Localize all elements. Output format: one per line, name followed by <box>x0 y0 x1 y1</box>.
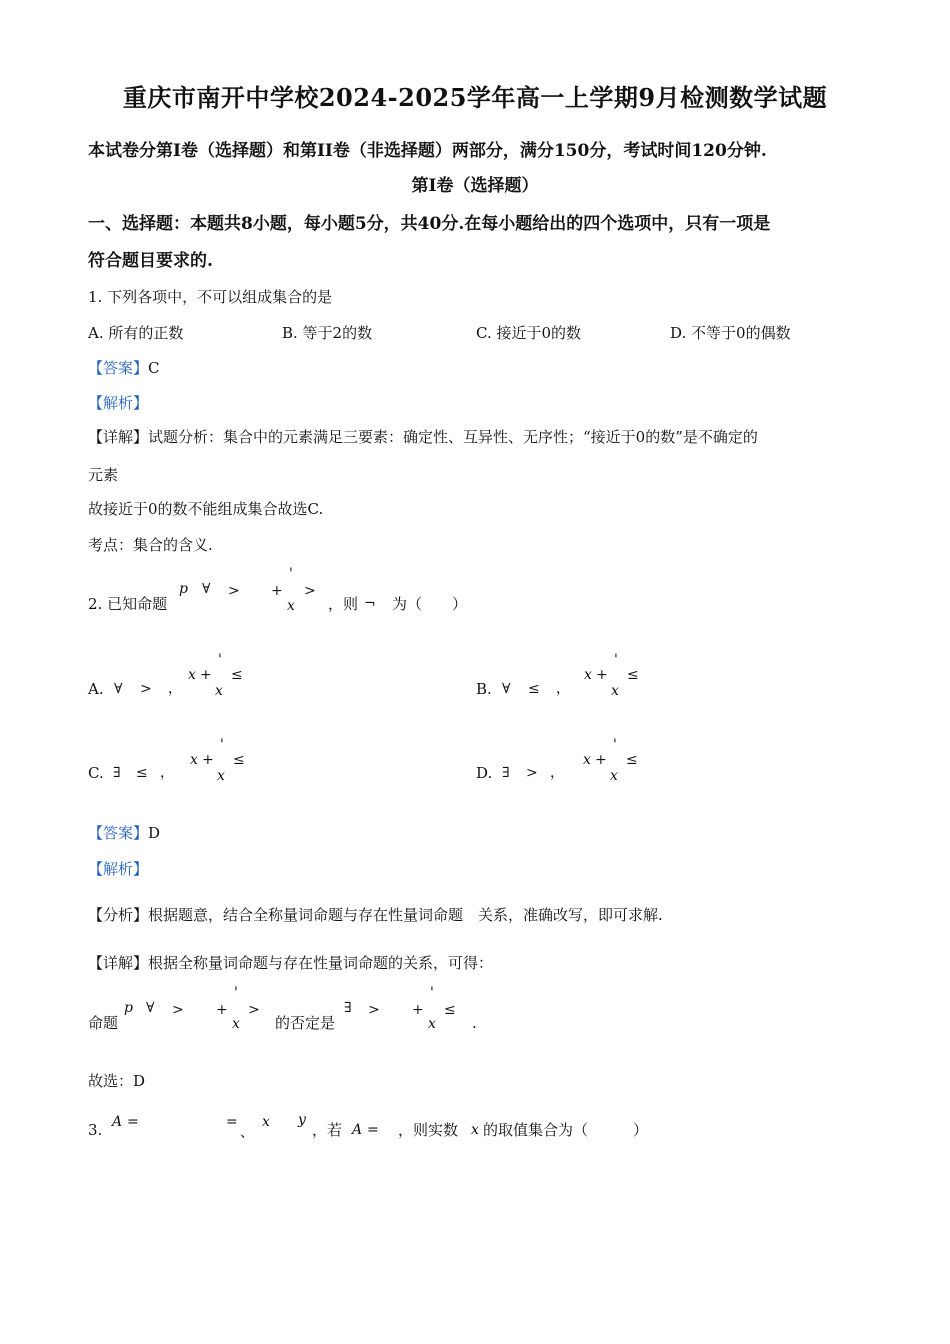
q3-tail2: 的取值集合为（ ） <box>483 1121 649 1139</box>
q2-option-d-label: D. <box>476 764 493 782</box>
period: . <box>472 1014 477 1032</box>
equals-symbol: = <box>367 1122 379 1138</box>
plus-symbol: + <box>200 667 212 683</box>
plus-symbol: + <box>202 752 214 768</box>
tick-mark: ' <box>289 566 293 582</box>
q2-p-symbol: p <box>179 581 188 597</box>
q1-option-a: A. 所有的正数 <box>88 324 184 342</box>
le-symbol: ≤ <box>627 667 639 683</box>
x-symbol: x <box>190 752 198 768</box>
separator-mark: 、 <box>240 1125 254 1141</box>
answer-tag: 【答案】 <box>88 824 149 842</box>
plus-symbol: + <box>595 752 607 768</box>
q1-option-d: D. 不等于0的偶数 <box>670 324 791 342</box>
tick-mark: ' <box>218 652 222 668</box>
q2-choose: 故选：D <box>88 1072 146 1090</box>
q1-option-c: C. 接近于0的数 <box>476 324 582 342</box>
q1-answer: C <box>148 359 160 377</box>
q2-p-symbol: p <box>124 1000 133 1016</box>
q2-stem-prefix: 2. 已知命题 <box>88 595 168 613</box>
gt-symbol: > <box>172 1002 184 1018</box>
gt-symbol: > <box>140 681 152 697</box>
set-a-symbol: A <box>112 1114 123 1130</box>
x-symbol: x <box>262 1114 270 1130</box>
x-symbol: x <box>215 683 223 699</box>
q1-point: 考点：集合的含义. <box>88 536 213 554</box>
forall-symbol: ∀ <box>502 681 511 697</box>
q2-answer: D <box>148 824 161 842</box>
equals-symbol: = <box>127 1114 139 1130</box>
x-symbol: x <box>471 1122 479 1138</box>
gt-symbol: > <box>228 583 240 599</box>
gt-symbol: > <box>304 583 316 599</box>
y-symbol: y <box>298 1112 306 1128</box>
tick-mark: ' <box>220 737 224 753</box>
q1-option-b: B. 等于2的数 <box>282 324 373 342</box>
le-symbol: ≤ <box>233 752 245 768</box>
q2-option-b-label: B. <box>476 680 492 698</box>
exists-symbol: ∃ <box>502 765 510 781</box>
q2-stem-tail: 为（ ） <box>392 595 468 613</box>
q2-neg-mid: 的否定是 <box>275 1014 336 1032</box>
le-symbol: ≤ <box>136 765 148 781</box>
q1-answer-row <box>88 361 160 376</box>
q1-conclusion: 故接近于0的数不能组成集合故选C. <box>88 500 324 518</box>
q2-analysis-tag: 【解析】 <box>88 860 149 878</box>
x-symbol: x <box>611 683 619 699</box>
forall-symbol: ∀ <box>114 681 123 697</box>
q1-detail-line2: 元素 <box>88 466 119 484</box>
x-symbol: x <box>428 1016 436 1032</box>
le-symbol: ≤ <box>626 752 638 768</box>
q2-neg-prefix: 命题 <box>88 1014 119 1032</box>
x-symbol: x <box>584 667 592 683</box>
comma: ， <box>550 765 564 781</box>
plus-symbol: + <box>216 1002 228 1018</box>
q2-stem-suffix: ，则 <box>328 595 359 613</box>
q2-option-c-label: C. <box>88 764 104 782</box>
gt-symbol: > <box>248 1002 260 1018</box>
forall-symbol: ∀ <box>202 581 211 597</box>
exists-symbol: ∃ <box>113 765 121 781</box>
x-symbol: x <box>287 598 295 614</box>
tick-mark: ' <box>613 737 617 753</box>
x-symbol: x <box>188 667 196 683</box>
page-title: 重庆市南开中学校2024-2025学年高一上学期9月检测数学试题 <box>122 83 828 112</box>
q3-tail: ，则实数 <box>398 1121 459 1139</box>
q1-stem: 1. 下列各项中，不可以组成集合的是 <box>88 288 333 306</box>
x-symbol: x <box>232 1016 240 1032</box>
q3-number: 3. <box>88 1121 103 1139</box>
tick-mark: ' <box>430 985 434 1001</box>
q2-option-a-label: A. <box>88 680 104 698</box>
exam-intro: 本试卷分第I卷（选择题）和第II卷（非选择题）两部分，满分150分，考试时间120分钟. <box>88 141 767 161</box>
tick-mark: ' <box>234 985 238 1001</box>
not-symbol: ¬ <box>364 596 376 612</box>
set-a-symbol: A <box>352 1122 363 1138</box>
q2-answer-row <box>88 826 160 841</box>
equals-symbol: = <box>226 1114 238 1130</box>
le-symbol: ≤ <box>528 681 540 697</box>
le-symbol: ≤ <box>231 667 243 683</box>
q2-fenxi: 【分析】根据题意，结合全称量词命题与存在性量词命题 关系，准确改写，即可求解. <box>88 906 663 924</box>
plus-symbol: + <box>412 1002 424 1018</box>
x-symbol: x <box>217 768 225 784</box>
comma: ， <box>160 765 174 781</box>
q3-mid: ，若 <box>312 1121 343 1139</box>
section-heading-line1: 一、选择题：本题共8小题，每小题5分，共40分.在每小题给出的四个选项中，只有一项是 <box>88 214 771 234</box>
gt-symbol: > <box>368 1002 380 1018</box>
exists-symbol: ∃ <box>344 1000 352 1016</box>
gt-symbol: > <box>526 765 538 781</box>
le-symbol: ≤ <box>444 1002 456 1018</box>
answer-tag: 【答案】 <box>88 359 149 377</box>
q1-analysis-tag: 【解析】 <box>88 394 149 412</box>
tick-mark: ' <box>614 652 618 668</box>
part-title: 第I卷（选择题） <box>411 176 539 196</box>
q2-detail: 【详解】根据全称量词命题与存在性量词命题的关系，可得： <box>88 954 494 972</box>
comma: ， <box>556 681 570 697</box>
plus-symbol: + <box>271 583 283 599</box>
x-symbol: x <box>610 768 618 784</box>
comma: ， <box>168 681 182 697</box>
x-symbol: x <box>583 752 591 768</box>
section-heading-line2: 符合题目要求的. <box>88 251 213 271</box>
forall-symbol: ∀ <box>146 1000 155 1016</box>
q1-detail-line1: 【详解】试题分析：集合中的元素满足三要素：确定性、互异性、无序性；“接近于0的数”是不确定的 <box>88 428 758 446</box>
plus-symbol: + <box>596 667 608 683</box>
